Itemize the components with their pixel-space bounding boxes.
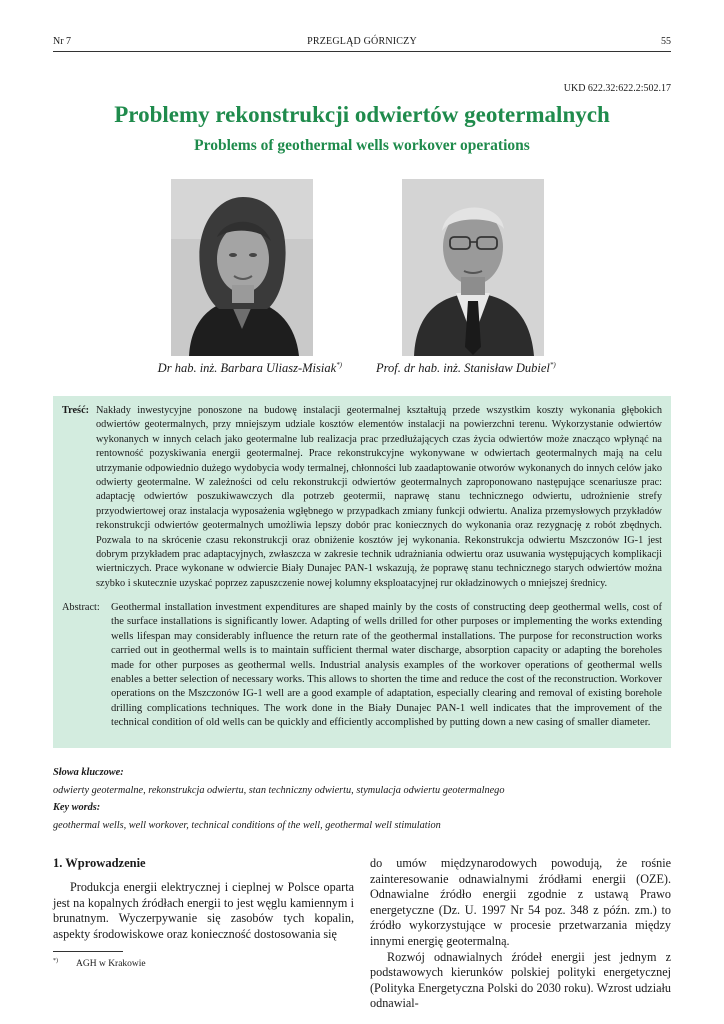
page-number: 55 (661, 36, 671, 47)
issue-number: Nr 7 (53, 36, 72, 47)
footnote-rule (53, 951, 123, 952)
title-polish: Problemy rekonstrukcji odwiertów geotermalnych (114, 102, 610, 127)
author-2-mark: *) (549, 361, 556, 369)
journal-name: PRZEGLĄD GÓRNICZY (307, 36, 417, 47)
author-1-name: Dr hab. inż. Barbara Uliasz-Misiak (157, 361, 337, 376)
author-photo-dubiel (402, 179, 544, 356)
keywords-pl: odwierty geotermalne, rekonstrukcja odwiertu, stan techniczny odwiertu, stymulacja odwiertu geotermalnego (53, 785, 505, 796)
body-paragraph: Rozwój odnawialnych źródeł energii jest jednym z podstawowych kierunków polskiej polityki energetycznej (Polityka Energetyczna Polski do 2030 roku). Wzrost udziału odnawial- (370, 949, 671, 1011)
abstract-en-label: Abstract: (62, 602, 100, 613)
body-paragraph: do umów międzynarodowych powodują, że rośnie zainteresowanie odnawialnymi źródłami energii (OZE). Odnawialne źródło energii zgodnie z ustawą Prawo energetyczne (Dz. U. 1997 Nr 54 poz. 348 z późn. zm.) to źródło wykorzystujące w procesie przetwarzania między innymi energię geotermalną. (370, 856, 671, 948)
author-1-mark: *) (336, 361, 342, 369)
ukd-code: UKD 622.32:622.2:502.17 (563, 83, 671, 94)
footnote-text: AGH w Krakowie (76, 959, 146, 970)
abstract-pl-label: Treść: (62, 405, 90, 416)
abstract-pl-label-text: Treść (62, 405, 86, 416)
keywords-en-heading: Key words: (53, 802, 101, 813)
title-english: Problems of geothermal wells workover operations (194, 137, 530, 154)
keywords-en: geothermal wells, well workover, technical conditions of the well, geothermal well stimulation (53, 820, 441, 831)
abstract-pl-text: Nakłady inwestycyjne ponoszone na budowę instalacji geotermalnej kształtują przede wszystkim koszty wykonania głębokich odwiertów geotermalnych, przy mniejszym udziale kosztów elementów instalacji na powierzchni terenu. Wykorzystanie odwiertów wykonanych w innych celach jako geotermalne lub realizacja prac przedłużających czas życia odwiertów może znacząco wpłynąć na rentowność pozyskiwania energii geotermalnej. Prace rekonstrukcyjne wykonywane w odwiertach geotermalnych mają na celu utrzymanie odpowiednio dużego wydobycia wody termalnej, chłonności lub zaadaptowanie otworów wykonanych do innych celów jako odwierty geotermalne. W zależności od celu rekonstrukcji odwiertów geotermalnych zaproponowano następujące scenariusze prac: adaptację odwiertów poszukiwawczych dla potrzeb geotermii, naprawę stanu technicznego odwiertu, udrożnienie strefy przyodwiertowej oraz instalacja wyposażenia wgłębnego w przypadkach zmiany funkcji odwiertu. Analiza przemysłowych przykładów rekonstrukcji odwiertów geotermalnych umożliwia lepszy dobór prac koniecznych do wykonania oraz rezygnację z robót zbędnych. Pozwala to na skrócenie czasu rekonstrukcji oraz obniżenie kosztów jej wykonania. Rekonstrukcja odwiertu Mszczonów IG-1 jest dobrym przykładem prac adaptacyjnych, zwłaszcza w zakresie technik udrażniania odwiertu oraz usuwania występujących komplikacji wiertniczych. Prace wykonane w odwiercie Biały Dunajec PAN-1 wskazują, że poprawę stanu technicznego starych odwiertów można szybko i skutecznie uzyskać poprzez zapuszczenie nowej kolumny eksploatacyjnej rur okładzinowych o mniejszej średnicy. (96, 405, 662, 589)
footnote-mark: *) (53, 958, 58, 964)
author-name-1 (158, 361, 342, 376)
author-photo-uliasz-misiak (171, 179, 313, 356)
abstract-en-text: Geothermal installation investment expenditures are shaped mainly by the costs of constructing deep geothermal wells, cost of the surface installations is significantly lower. Adapting of wells drilled for other purposes or implementing the works extending wells lifespan may considerably influence the return rate of the geothermal installations. The purpose for reconstruction works carried out in geothermal wells is to maintain sufficient thermal water discharge, absorption capacity or adapting the boreholes made for other purposes as geothermal wells. Industrial analysis examples of the workover operations of geothermal wells enables a better selection of necessary works. This allows to shorten the time and reduce the cost of the reconstruction. Workover operations on the Mszczonów IG-1 well are a good example of adaptation, especially clearing and removal of existing borehole drilling complications techniques. The work done in the Biały Dunajec PAN-1 well indicates that the improvement of the technical condition of old wells can be quickly and efficiently accomplished by putting down a new casing of smaller diameter. (111, 602, 662, 729)
section-heading-introduction: 1. Wprowadzenie (53, 856, 146, 870)
header-rule (53, 51, 671, 52)
author-name-2 (376, 361, 556, 376)
footnote (53, 958, 146, 969)
body-column-right (370, 856, 671, 1012)
body-column-left: Produkcja energii elektrycznej i cieplnej w Polsce oparta jest na kopalnych źródłach energii to jest węglu kamiennym i brunatnym. Wyczerpywanie się zasobów tych kopalin, aspekty środowiskowe oraz konieczność dostosowania się (53, 880, 354, 941)
abstract-en-label-text: Abstract (62, 602, 97, 613)
keywords-pl-heading: Słowa kluczowe: (53, 767, 124, 778)
author-2-name: Prof. dr hab. inż. Stanisław Dubiel (376, 361, 550, 376)
running-head (53, 36, 671, 50)
